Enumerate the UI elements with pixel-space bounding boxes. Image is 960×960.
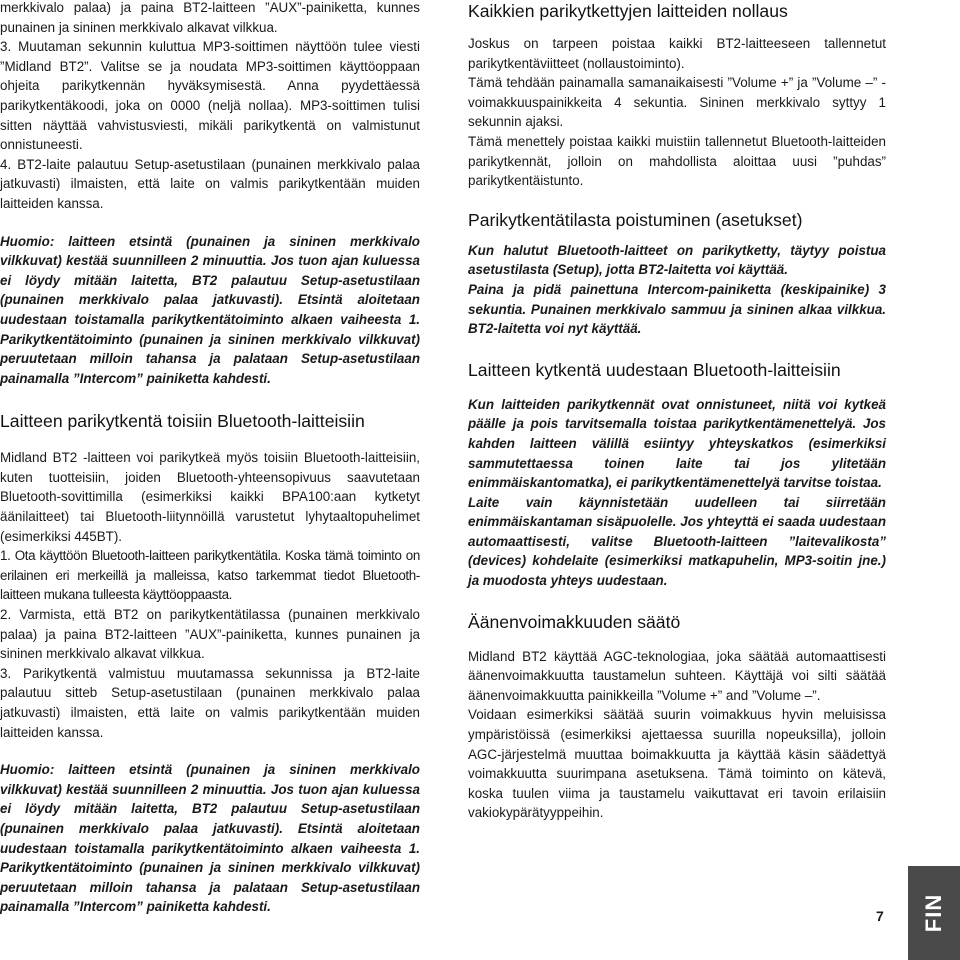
left-top-block — [0, 0, 420, 214]
language-tab — [908, 866, 960, 960]
exit-paragraph-1: Kun halutut Bluetooth-laitteet on parikytketty, täytyy poistua asetustilasta (Setup), jotta BT2-laitetta voi käyttää. — [468, 242, 886, 278]
reset-paragraph-2: Tämä tehdään painamalla samanaikaisesti ”Volume +” ja ”Volume –” -voimakkuuspainikkeita 4 sekuntia. Sininen merkkivalo syttyy 1 sekunnin ajaksi. — [468, 75, 886, 130]
step-4-setup: 4. BT2-laite palautuu Setup-asetustilaan (punainen merkkivalo palaa jatkuvasti) ilmaisten, että laite on valmis parikytkentään muiden laitteiden kanssa. — [0, 156, 420, 211]
reconnect-block — [468, 395, 886, 591]
volume-block — [468, 647, 886, 823]
step-3-complete: 3. Parikytkentä valmistuu muutamassa sekunnissa ja BT2-laite palautuu sitteb Setup-asetustilaan (punainen merkkivalo palaa jatkuvasti) ilmaisten, että laite on valmis parikytkentään muiden laitteiden kanssa. — [0, 665, 420, 740]
reset-block — [468, 34, 886, 191]
right-column — [468, 0, 886, 823]
step-2-verify: 2. Varmista, että BT2 on parikytkentätilassa (punainen merkkivalo palaa) ja paina BT2-laitteen ”AUX”-painiketta, kunnes punainen ja sininen merkkivalo alkavat vilkkua. — [0, 607, 420, 662]
reset-paragraph-3: Tämä menettely poistaa kaikki muistiin tallennetut Bluetooth-laitteiden parikytkennät, jolloin on mahdollista aloittaa uusi ”puhdas” parikytkentäistunto. — [468, 133, 886, 189]
step-1-enable-pairing: 1. Ota käyttöön Bluetooth-laitteen parikytkentätila. Koska tämä toiminto on erilainen eri merkeillä ja malleissa, katso tarkemmat tiedot Bluetooth-laitteen mukana tulleesta käyttöoppaasta. — [0, 548, 420, 603]
heading-exit-pairing-mode: Parikytkentätilasta poistuminen (asetukset) — [468, 209, 803, 230]
reset-paragraph-1: Joskus on tarpeen poistaa kaikki BT2-laitteeseen tallennetut parikytkentäviitteet (nollaustoiminto). — [468, 36, 886, 71]
heading-reconnect: Laitteen kytkentä uudestaan Bluetooth-laitteisiin — [468, 359, 841, 380]
note-search-duration-1: Huomio: laitteen etsintä (punainen ja sininen merkkivalo vilkkuvat) kestää suunnilleen 2 minuuttia. Jos tuon ajan kuluessa ei löydy mitään laitetta, BT2 palautuu Setup-asetustilaan (punainen merkkivalo palaa jatkuvasti). Etsintä aloitetaan uudestaan toistamalla parikytkentätoiminto alkaen vaiheesta 1. Parikytkentätoiminto (punainen ja sininen merkkivalo vilkkuvat) peruutetaan milloin tahansa ja palataan Setup-asetustilaan painamalla ”Intercom” painiketta kahdesti. — [0, 233, 420, 386]
heading-reset-pairings: Kaikkien parikytkettyjen laitteiden nollaus — [468, 1, 788, 21]
exit-block — [468, 241, 886, 339]
reconnect-paragraph-2: Laite vain käynnistetään uudelleen tai siirretään enimmäiskantaman sisäpuolelle. Jos yhteyttä ei saada uudestaan automaattisesti, valitse Bluetooth-laitteen ”laitevalikosta” (devices) kohdelaite (esimerkiksi matkapuhelin, MP3-soitin jne.) ja muodosta yhteys uudestaan. — [468, 494, 886, 589]
volume-paragraph-1: Midland BT2 käyttää AGC-teknologiaa, joka säätää automaattisesti äänenvoimakkuutta taustamelun suhteen. Käyttäjä voi silti säätää äänenvoimakkuutta painikkeilla ”Volume +” and ”Volume –”. — [468, 648, 886, 703]
volume-paragraph-2: Voidaan esimerkiksi säätää suurin voimakkuus hyvin meluisissa ympäristöissä (esimerkiksi ajettaessa suurilla nopeuksilla), jolloin AGC-järjestelmä muuttaa boimakkuutta ja käyttää käsin säädettyä voimakkuutta suurimpana asetuksena. Tämä toiminto on kätevä, koska tuulen viima ja taustamelu vaikuttavat eri tavoin erilaisiin vakiokypärätyyppeihin. — [468, 707, 886, 821]
heading-pair-other-bluetooth: Laitteen parikytkentä toisiin Bluetooth-laitteisiin — [0, 411, 365, 432]
heading-volume: Äänenvoimakkuuden säätö — [468, 611, 681, 632]
language-tab-label: FIN — [921, 893, 946, 933]
page-number: 7 — [876, 908, 884, 924]
exit-paragraph-2: Paina ja pidä painettuna Intercom-painiketta (keskipainike) 3 sekuntia. Punainen merkkivalo sammuu ja sininen alkaa vilkkua. BT2-laitetta voi nyt käyttää. — [468, 281, 886, 337]
paragraph-intro: Midland BT2 -laitteen voi parikytkeä myös toisiin Bluetooth-laitteisiin, kuten tuotteisiin, joiden Bluetooth-yhteensopivuus saavutetaan Bluetooth-sovittimilla (esimerkiksi kaikki BPA100:aan kytketyt äänilaitteet) tai Bluetooth-liitynnöillä varustetut lyhytaaltopuhelimet (esimerkiksi 445BT). — [0, 450, 420, 544]
left-column — [0, 0, 420, 917]
note-search-duration-2: Huomio: laitteen etsintä (punainen ja sininen merkkivalo vilkkuvat) kestää suunnilleen 2 minuuttia. Jos tuon ajan kuluessa ei löydy mitään laitetta, BT2 palautuu Setup-asetustilaan (punainen merkkivalo palaa jatkuvasti). Etsintä aloitetaan uudestaan toistamalla parikytkentätoiminto alkaen vaiheesta 1. Parikytkentätoiminto (punainen ja sininen merkkivalo vilkkuvat) peruutetaan milloin tahansa ja palataan Setup-asetustilaan painamalla ”Intercom” painiketta kahdesti. — [0, 762, 420, 915]
reconnect-paragraph-1: Kun laitteiden parikytkennät ovat onnistuneet, niitä voi kytkeä päälle ja pois tarvitsemalla toistaa parikytkentämenettelyä. Jos kahden laitteen välillä esiintyy yhteyskatkos (esimerkiksi sammutettaessa toinen laite tai jos ylitetään enimmäiskantomatka), ei parikytkentämenettelyä tarvitse toistaa. — [468, 396, 886, 491]
paragraph-aux-continued: merkkivalo palaa) ja paina BT2-laitteen ”AUX”-painiketta, kunnes punainen ja sininen merkkivalo alkavat vilkkua. — [0, 0, 420, 35]
step-3-mp3: 3. Muutaman sekunnin kuluttua MP3-soittimen näyttöön tulee viesti ”Midland BT2”. Valitse se ja noudata MP3-soittimen käyttöoppaan ohjeita parikytkennän hyväksymisestä. Anna pyydettäessä parikytkentäkoodi, joka on 0000 (neljä nollaa). MP3-soittimen tulisi sitten näyttää vahvistusviesti, mikäli parikytkentä on valmistunut onnistuneesti. — [0, 39, 420, 153]
